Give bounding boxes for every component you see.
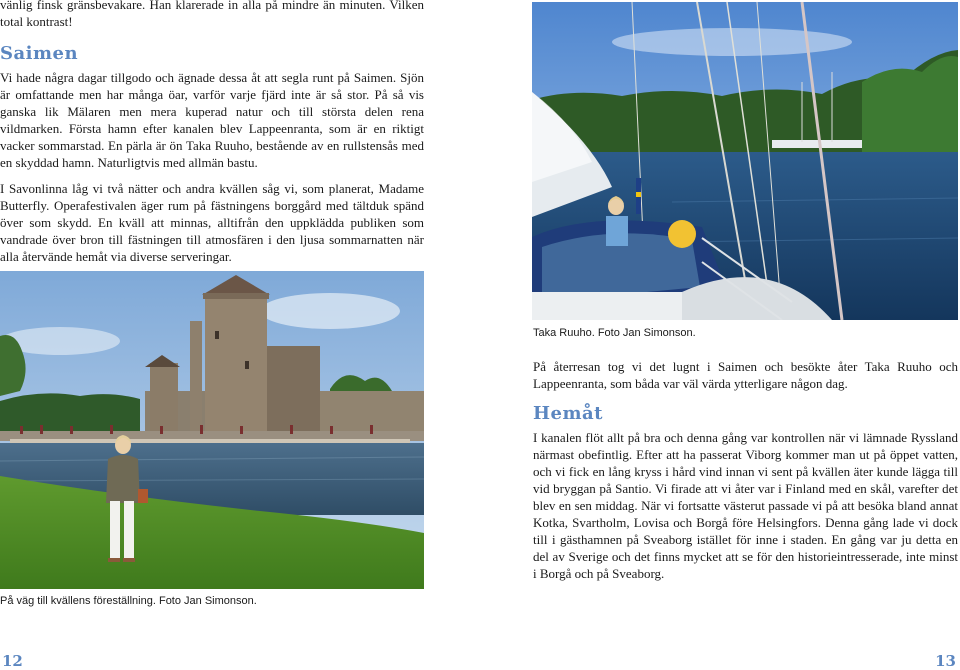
harbor-photo [532,2,958,320]
section-heading-hemat: Hemåt [533,403,603,424]
page-number-left: 12 [2,652,23,670]
castle-photo-caption: På väg till kvällens föreställning. Foto Jan Simonson. [0,595,257,607]
saimen-paragraph: Vi hade några dagar tillgodo och ägnade dessa åt att segla runt på Saimen. Sjön är omfattande men har många öar, varför varje fjärd inte är så stor. På så vis ganska lik Mälaren men mera kuperad natur och till största delen rena vildmarken. Första hamn efter kanalen blev Lappeenranta, som är en riktigt vacker sommarstad. En pärla är ön Taka Ruuho, bestående av en rullstensås med en skyddad hamn. Naturligtvis med allmän bastu. [0,70,424,170]
hemat-paragraph: I kanalen flöt allt på bra och denna gång var kontrollen när vi lämnade Ryssland närmast obefintlig. Efter att ha passerat Viborg kommer man ut på öppet vatten, och vi fick en lång kryss i hård vind innan vi sent på kvällen äter kunde lägga till vid bryggan på Santio. Vi firade att vi åter var i Finland med en skål, varefter det blev en sen middag. När vi fortsatte västerut passade vi på att besöka bland annat Kotka, Svartholm, Lovisa och Borgå före Helsingfors. Denna gång lade vi dock till i gästhamnen på Sveaborg istället för inne i staden. En gång var ju detta en del av Sverige och det finns mycket att se för den historieintresserade, inte minst i Borgå och på Sveaborg. [533,430,958,581]
harbor-photo-caption: Taka Ruuho. Foto Jan Simonson. [533,327,696,339]
section-heading-saimen: Saimen [0,43,79,64]
return-trip-paragraph: På återresan tog vi det lugnt i Saimen och besökte åter Taka Ruuho och Lappeenranta, som båda var väl värda ytterligare någon dag. [533,359,958,391]
castle-photo [0,271,424,589]
savonlinna-paragraph: I Savonlinna låg vi två nätter och andra kvällen såg vi, som planerat, Madame Butterfly. Operafestivalen äger rum på fästningens borggård med tältduk spänd över som skydd. En kväll att minnas, alltifrån den uppklädda publiken som vandrade över bron till fästningen till atmosfären i den ljusa sommarnatten när alla återvände hemåt via diverse serveringar. [0,181,424,264]
intro-paragraph: vänlig finsk gränsbevakare. Han klarerade in alla på mindre än minuten. Vilken total kontrast! [0,0,424,29]
page-number-right: 13 [935,652,956,670]
